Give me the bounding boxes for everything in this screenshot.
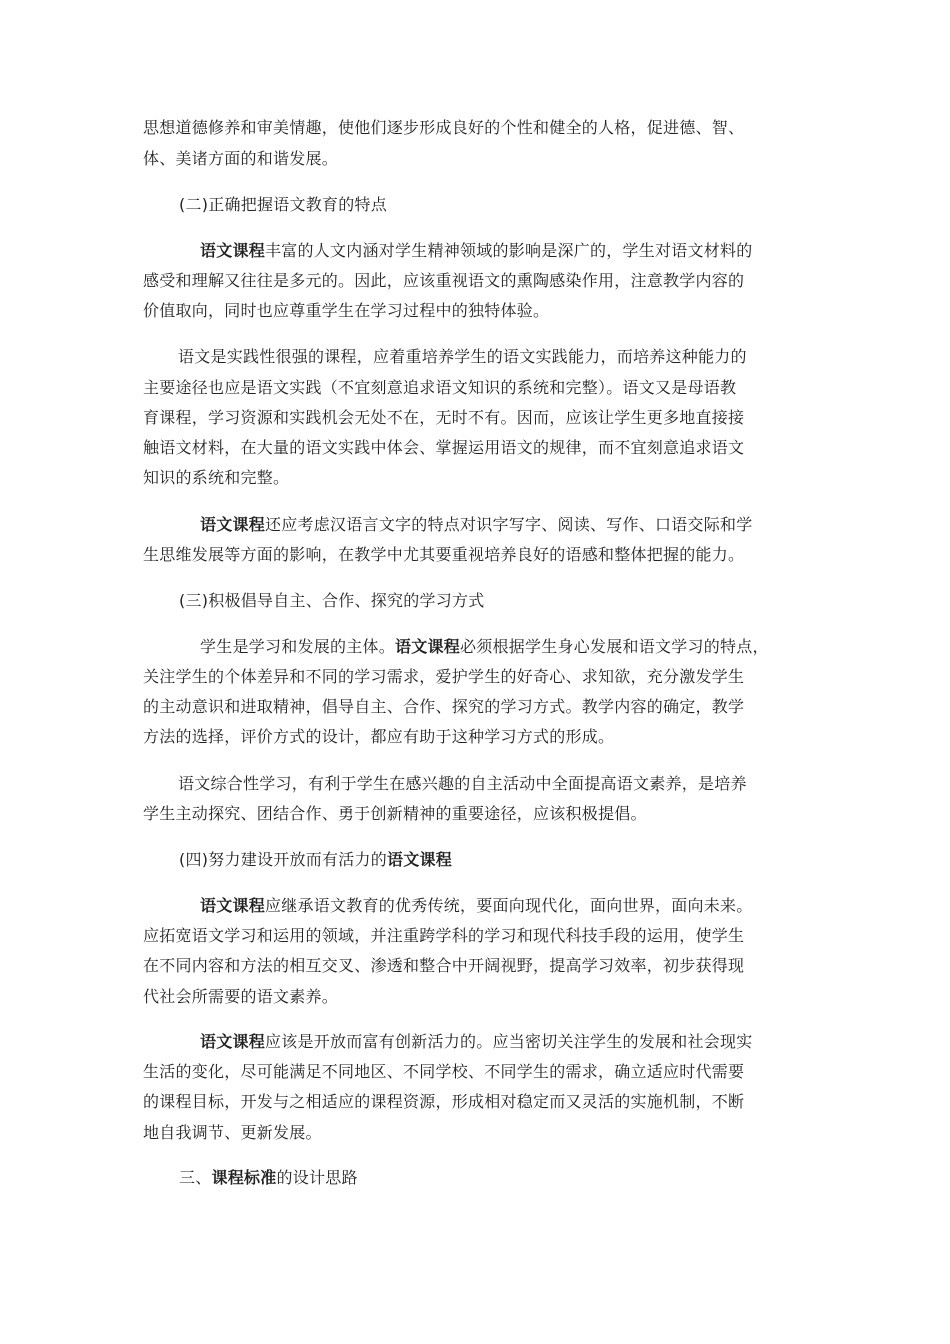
bold-term: 课程标准 [211, 1168, 277, 1187]
paragraph-line: 在不同内容和方法的相互交叉、渗透和整合中开阔视野，提高学习效率，初步获得现 [143, 956, 745, 975]
paragraph-line: 应拓宽语文学习和运用的领域，并注重跨学科的学习和现代科技手段的运用，使学生 [143, 926, 745, 945]
bold-term: 语文课程 [200, 1032, 266, 1051]
paragraph-line: 的课程目标，开发与之相适应的课程资源，形成相对稳定而又灵活的实施机制，不断 [143, 1092, 745, 1111]
bold-term: 语文课程 [200, 241, 266, 260]
paragraph-line: 思想道德修养和审美情趣，使他们逐步形成良好的个性和健全的人格，促进德、智、 [143, 118, 745, 137]
paragraph-text: 丰富的人文内涵对学生精神领域的影响是深广的，学生对语文材料的 [265, 241, 753, 260]
paragraph-line [200, 896, 753, 916]
bold-term: 语文课程 [200, 515, 266, 534]
paragraph-line: 方法的选择，评价方式的设计，都应有助于这种学习方式的形成。 [143, 727, 615, 746]
heading-text: 三、 [179, 1168, 212, 1187]
paragraph-line: 育课程，学习资源和实践机会无处不在，无时不有。因而，应该让学生更多地直接接 [143, 408, 745, 427]
heading-text: 的设计思路 [276, 1168, 358, 1187]
paragraph-line: 的主动意识和进取精神，倡导自主、合作、探究的学习方式。教学内容的确定，教学 [143, 697, 745, 716]
paragraph-line: 价值取向，同时也应尊重学生在学习过程中的独特体验。 [143, 301, 550, 320]
heading-text: (四)努力建设开放而有活力的 [179, 850, 387, 869]
paragraph-text: 应继承语文教育的优秀传统，要面向现代化，面向世界，面向未来。 [265, 896, 753, 915]
paragraph-line: 地自我调节、更新发展。 [143, 1123, 322, 1142]
paragraph-line: 关注学生的个体差异和不同的学习需求，爱护学生的好奇心、求知欲，充分激发学生 [143, 667, 745, 686]
paragraph-line [200, 515, 753, 535]
section-heading [179, 850, 452, 870]
paragraph-line: 触语文材料，在大量的语文实践中体会、掌握运用语文的规律，而不宜刻意追求语文 [143, 438, 745, 457]
paragraph-line: 体、美诸方面的和谐发展。 [143, 149, 339, 168]
bold-term: 语文课程 [200, 896, 266, 915]
paragraph-line: 语文综合性学习，有利于学生在感兴趣的自主活动中全面提高语文素养，是培养 [178, 774, 747, 793]
paragraph-line: 主要途径也应是语文实践（不宜刻意追求语文知识的系统和完整）。语文又是母语教 [143, 378, 737, 397]
paragraph-line [200, 241, 753, 261]
paragraph-line: 学生主动探究、团结合作、勇于创新精神的重要途径，应该积极提倡。 [143, 804, 647, 823]
paragraph-text: 还应考虑汉语言文字的特点对识字写字、阅读、写作、口语交际和学 [265, 515, 753, 534]
bold-term: 语文课程 [395, 637, 461, 656]
paragraph-text: 学生是学习和发展的主体。 [200, 637, 396, 656]
paragraph-line: 知识的系统和完整。 [143, 468, 290, 487]
paragraph-text: 应该是开放而富有创新活力的。应当密切关注学生的发展和社会现实 [265, 1032, 753, 1051]
section-heading: (三)积极倡导自主、合作、探究的学习方式 [179, 591, 485, 610]
paragraph-line: 生活的变化，尽可能满足不同地区、不同学校、不同学生的需求，确立适应时代需要 [143, 1062, 745, 1081]
paragraph-line: 感受和理解又往往是多元的。因此，应该重视语文的熏陶感染作用，注意教学内容的 [143, 271, 745, 290]
paragraph-line: 生思维发展等方面的影响，在教学中尤其要重视培养良好的语感和整体把握的能力。 [143, 545, 745, 564]
paragraph-line [200, 1032, 753, 1052]
bold-term: 语文课程 [387, 850, 453, 869]
section-heading [179, 1168, 358, 1188]
section-heading: (二)正确把握语文教育的特点 [179, 195, 387, 214]
paragraph-line: 代社会所需要的语文素养。 [143, 987, 339, 1006]
paragraph-line [200, 637, 769, 657]
paragraph-line: 语文是实践性很强的课程，应着重培养学生的语文实践能力，而培养这种能力的 [178, 347, 747, 366]
paragraph-text: 必须根据学生身心发展和语文学习的特点， [460, 637, 769, 656]
